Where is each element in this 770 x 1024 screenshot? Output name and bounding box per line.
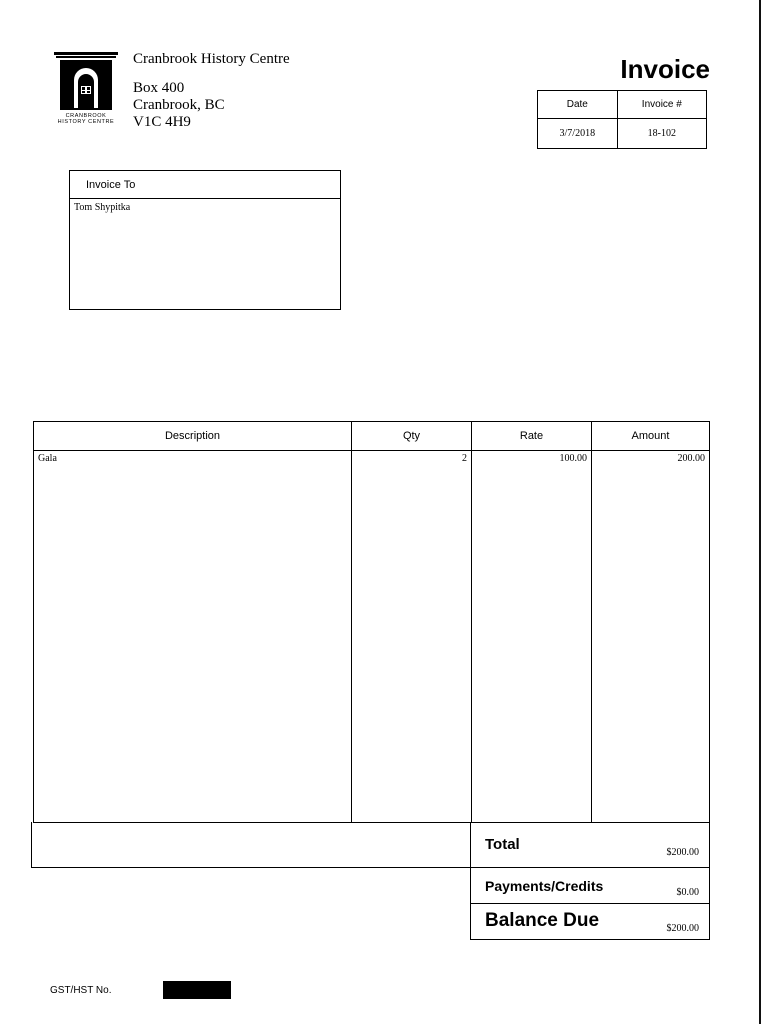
payments-credits-row [470, 868, 710, 904]
amount-header: Amount [592, 422, 709, 451]
memo-area [31, 822, 471, 868]
description-header: Description [34, 422, 351, 451]
gst-hst-label: GST/HST No. [50, 985, 112, 996]
logo-caption [50, 113, 122, 125]
payments-credits-label: Payments/Credits [485, 878, 604, 894]
rate-header: Rate [472, 422, 591, 451]
qty-header: Qty [352, 422, 471, 451]
address-line-1: Box 400 [133, 80, 185, 96]
organization-name: Cranbrook History Centre [133, 51, 290, 67]
logo-caption-line1: CRANBROOK [65, 113, 107, 119]
rate-column [472, 422, 592, 822]
balance-due-label: Balance Due [485, 910, 600, 931]
invoice-number: 18-102 [617, 119, 706, 149]
invoice-date: 3/7/2018 [538, 119, 618, 149]
address-line-3: V1C 4H9 [133, 114, 191, 130]
description-column [34, 422, 352, 822]
date-header: Date [538, 91, 618, 119]
scan-edge-line [759, 0, 761, 1024]
address-line-2: Cranbrook, BC [133, 97, 225, 113]
total-value: $200.00 [666, 847, 699, 858]
organization-address [133, 51, 290, 131]
invoice-to-box [69, 170, 341, 310]
line-item-description: Gala [38, 453, 57, 464]
balance-due-row [470, 904, 710, 940]
total-row [470, 822, 710, 868]
line-items-table [33, 421, 710, 823]
line-item-qty: 2 [462, 453, 467, 464]
invoice-to-label: Invoice To [70, 171, 340, 199]
amount-column [592, 422, 709, 822]
line-item-amount: 200.00 [677, 453, 705, 464]
total-label: Total [485, 836, 520, 853]
invoice-number-header: Invoice # [617, 91, 706, 119]
redacted-gst-number [163, 981, 231, 999]
payments-credits-value: $0.00 [676, 887, 699, 898]
qty-column [352, 422, 472, 822]
document-title: Invoice [620, 54, 710, 84]
logo-caption-line2: HISTORY CENTRE [57, 119, 115, 125]
invoice-to-name: Tom Shypitka [74, 202, 131, 213]
balance-due-value: $200.00 [666, 923, 699, 934]
invoice-meta-table [537, 90, 707, 149]
line-item-rate: 100.00 [559, 453, 587, 464]
